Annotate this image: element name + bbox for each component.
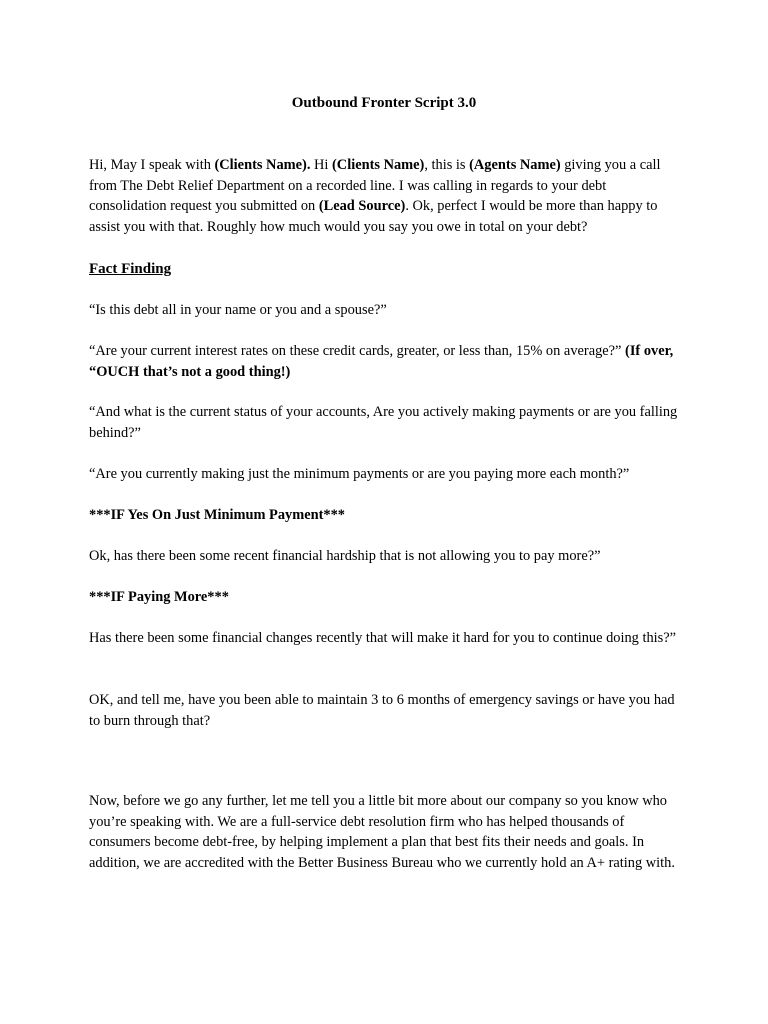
intro-segment: , this is — [424, 157, 470, 173]
intro-segment: Hi, May I speak with — [89, 157, 215, 173]
branch-minimum-heading: ***IF Yes On Just Minimum Payment*** — [89, 507, 345, 523]
question-interest-rates — [89, 341, 681, 382]
intro-segment: giving you a call from The Debt Relief Department on a recorded line. I was calling in regards to your debt consolidation request you submitted on — [89, 157, 661, 214]
clients-name-placeholder: (Clients Name). — [214, 157, 311, 173]
branch-minimum-text: Ok, has there been some recent financial hardship that is not allowing you to pay more?” — [89, 548, 601, 564]
document-title: Outbound Fronter Script 3.0 — [291, 95, 477, 111]
intro-segment: Hi — [310, 157, 333, 173]
question-spouse: “Is this debt all in your name or you and a spouse?” — [89, 302, 387, 318]
question-interest-rates-text: “Are your current interest rates on these credit cards, greater, or less than, 15% on average?” — [89, 343, 626, 359]
question-minimum-payments: “Are you currently making just the minimum payments or are you paying more each month?” — [89, 466, 630, 482]
emergency-savings-question: OK, and tell me, have you been able to maintain 3 to 6 months of emergency savings or have you had to burn through that? — [89, 692, 675, 729]
agents-name-placeholder: (Agents Name) — [469, 157, 561, 173]
intro-paragraph — [89, 155, 681, 237]
branch-paying-more-text: Has there been some financial changes recently that will make it hard for you to continue doing this?” — [89, 630, 677, 646]
lead-source-placeholder: (Lead Source) — [318, 198, 406, 214]
branch-paying-more-heading: ***IF Paying More*** — [89, 589, 229, 605]
question-account-status: “And what is the current status of your accounts, Are you actively making payments or are you falling behind?” — [89, 404, 678, 441]
question-interest-rates-note: (If over, “OUCH that’s not a good thing!) — [89, 343, 674, 380]
intro-segment: . Ok, perfect I would be more than happy to assist you with that. Roughly how much would you say you owe in total on your debt? — [89, 198, 658, 235]
fact-finding-heading: Fact Finding — [89, 261, 172, 277]
clients-name-placeholder: (Clients Name) — [332, 157, 425, 173]
company-introduction: Now, before we go any further, let me tell you a little bit more about our company so you know who you’re speaking with. We are a full-service debt resolution firm who has helped thousands of consumers become debt-free, by helping implement a plan that best fits their needs and goals. In addition, we are accredited with the Better Business Bureau who we currently hold an A+ rating with. — [89, 793, 675, 871]
